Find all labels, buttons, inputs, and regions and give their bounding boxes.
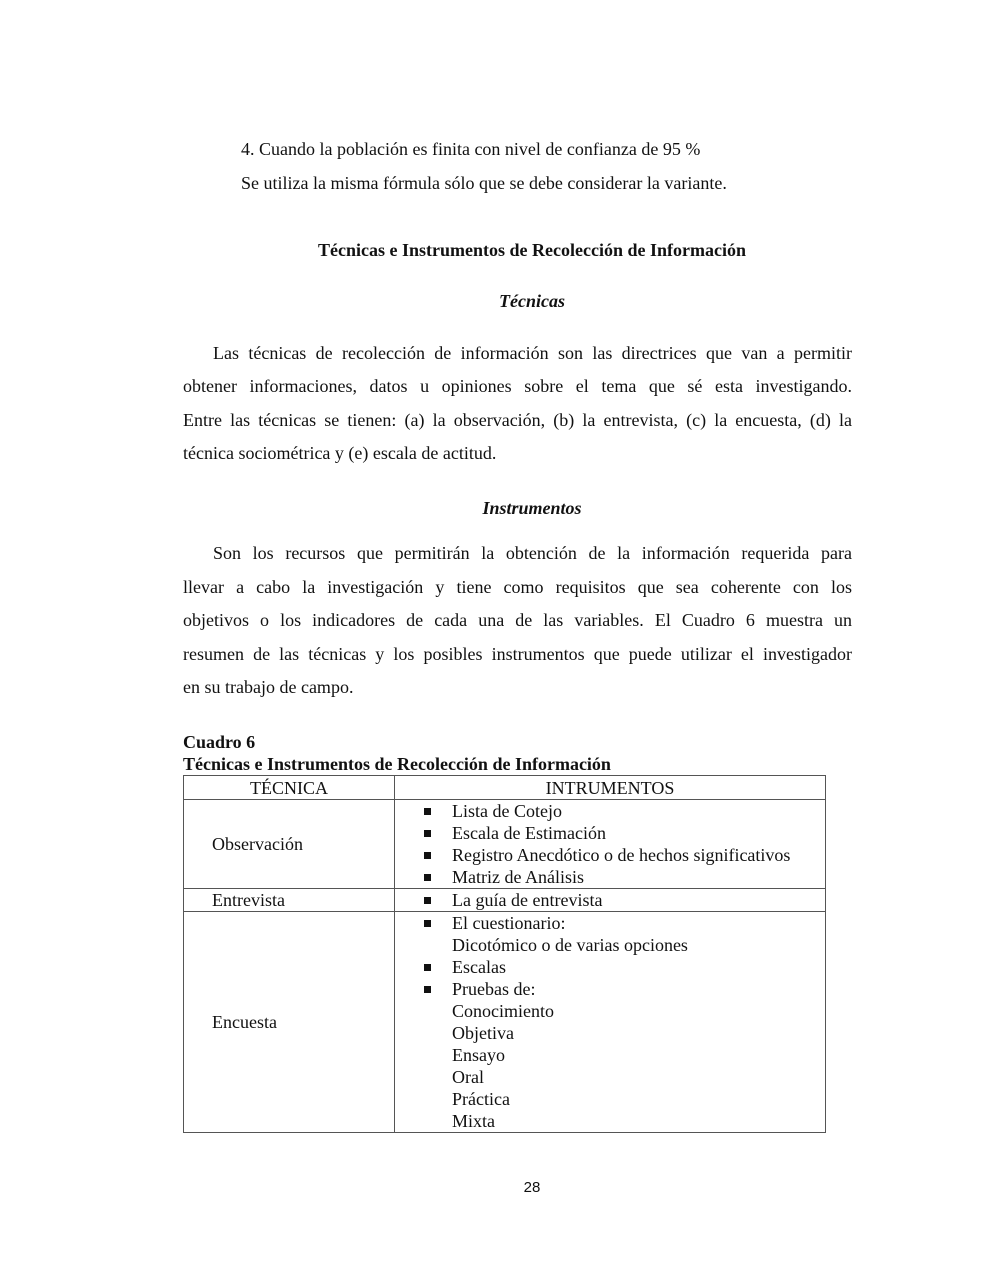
instrumentos-line-4: resumen de las técnicas y los posibles instrumentos que puede utilizar el investigador — [183, 644, 852, 664]
table-row — [184, 889, 826, 912]
sub-item: Oral — [452, 1067, 484, 1087]
instrumentos-cell — [395, 800, 826, 889]
tecnicas-heading: Técnicas — [499, 291, 565, 311]
tecnica-cell: Entrevista — [184, 889, 395, 912]
instrumentos-line-3: objetivos o los indicadores de cada una de las variables. El Cuadro 6 muestra un — [183, 610, 852, 630]
sub-item: Conocimiento — [452, 1001, 554, 1021]
square-bullet-icon — [424, 852, 431, 859]
square-bullet-icon — [424, 830, 431, 837]
section-title: Técnicas e Instrumentos de Recolección de Información — [318, 240, 746, 260]
list-item: Escalas — [395, 956, 825, 978]
intro-line-2: Se utiliza la misma fórmula sólo que se debe considerar la variante. — [241, 173, 727, 193]
sub-item: Ensayo — [452, 1045, 505, 1065]
list-item: Registro Anecdótico o de hechos significativos — [395, 844, 825, 866]
list-item: Pruebas de: — [395, 978, 825, 1000]
list-item: Lista de Cotejo — [395, 800, 825, 822]
list-item: Escala de Estimación — [395, 822, 825, 844]
square-bullet-icon — [424, 920, 431, 927]
sub-item: Dicotómico o de varias opciones — [452, 935, 688, 955]
instrumentos-heading: Instrumentos — [482, 498, 582, 518]
cuadro-label: Cuadro 6 — [183, 732, 256, 752]
tecnicas-line-2: obtener informaciones, datos u opiniones sobre el tema que sé esta investigando. — [183, 376, 852, 396]
instrumentos-line-1: Son los recursos que permitirán la obtención de la información requerida para — [213, 543, 852, 563]
list-item: Matriz de Análisis — [395, 866, 825, 888]
header-instrumentos: INTRUMENTOS — [395, 776, 826, 800]
instrumentos-line-5: en su trabajo de campo. — [183, 677, 354, 697]
square-bullet-icon — [424, 986, 431, 993]
sub-item: Mixta — [452, 1111, 495, 1131]
tecnicas-line-1: Las técnicas de recolección de información son las directrices que van a permitir — [213, 343, 852, 363]
sub-item: Objetiva — [452, 1023, 514, 1043]
square-bullet-icon — [424, 874, 431, 881]
header-tecnica: TÉCNICA — [184, 776, 395, 800]
cuadro-table — [183, 775, 826, 1133]
table-row — [184, 912, 826, 1133]
tecnicas-line-3: Entre las técnicas se tienen: (a) la observación, (b) la entrevista, (c) la encuesta, (d) la — [183, 410, 852, 430]
page-number: 28 — [523, 1179, 541, 1196]
tecnicas-line-4: técnica sociométrica y (e) escala de actitud. — [183, 443, 497, 463]
square-bullet-icon — [424, 964, 431, 971]
tecnica-cell: Observación — [184, 800, 395, 889]
table-header-row — [184, 776, 826, 800]
instrumentos-cell — [395, 889, 826, 912]
table-row — [184, 800, 826, 889]
intro-line-1: 4. Cuando la población es finita con nivel de confianza de 95 % — [241, 139, 701, 159]
square-bullet-icon — [424, 897, 431, 904]
square-bullet-icon — [424, 808, 431, 815]
list-item: El cuestionario: — [395, 912, 825, 934]
instrumentos-cell — [395, 912, 826, 1133]
sub-item: Práctica — [452, 1089, 510, 1109]
cuadro-title: Técnicas e Instrumentos de Recolección de Información — [183, 754, 611, 774]
tecnica-cell: Encuesta — [184, 912, 395, 1133]
list-item: La guía de entrevista — [395, 889, 825, 911]
instrumentos-line-2: llevar a cabo la investigación y tiene como requisitos que sea coherente con los — [183, 577, 852, 597]
